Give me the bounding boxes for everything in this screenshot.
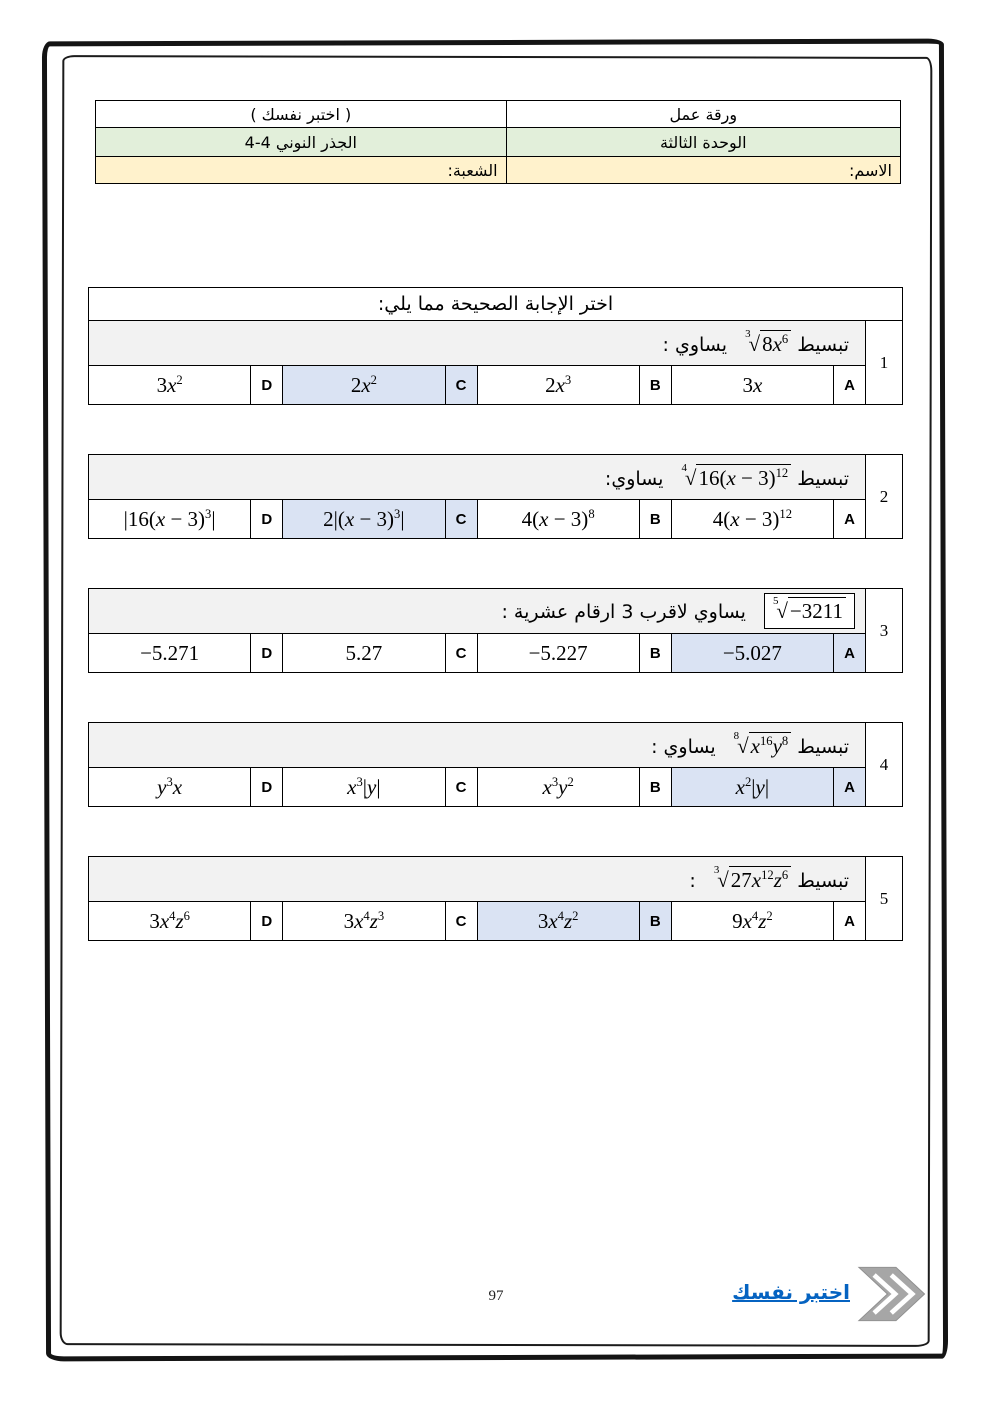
header-test-yourself-title: ( اختبر نفسك ) — [96, 101, 507, 128]
question-number: 2 — [866, 455, 903, 539]
question-number: 1 — [866, 321, 903, 405]
question-number: 5 — [866, 857, 903, 941]
choice-answer-a: $x^2|y|$ — [671, 768, 833, 807]
choice-letter-d: D — [251, 902, 283, 941]
choice-letter-d: D — [251, 366, 283, 405]
question-expression: $^5$√−3211 — [764, 593, 855, 629]
question-row — [89, 723, 903, 768]
name-field-label: الاسم: — [506, 157, 900, 184]
choice-answer-c: $2|(x - 3)^3|$ — [283, 500, 445, 539]
question-text — [89, 321, 866, 366]
choice-answer-c: $3x^4z^3$ — [283, 902, 445, 941]
question-row — [89, 455, 903, 500]
question-suffix: يساوي لاقرب 3 ارقام عشرية : — [501, 601, 746, 623]
choice-letter-c: C — [445, 768, 477, 807]
question-text — [89, 723, 866, 768]
mcq-title-row — [89, 288, 903, 321]
choice-answer-c: $x^3|y|$ — [283, 768, 445, 807]
choice-letter-a: A — [834, 902, 866, 941]
forward-arrow-icon — [856, 1258, 936, 1330]
question-suffix: يساوي : — [651, 735, 716, 758]
choice-letter-a: A — [834, 634, 866, 673]
question-suffix: : — [689, 869, 696, 892]
choice-answer-d: $3x^2$ — [89, 366, 251, 405]
test-yourself-link[interactable]: اختبر نفسك — [732, 1280, 850, 1304]
choice-answer-b: $4(x - 3)^8$ — [477, 500, 639, 539]
choice-answer-b: $2x^3$ — [477, 366, 639, 405]
choice-letter-a: A — [834, 500, 866, 539]
choice-letter-c: C — [445, 366, 477, 405]
choice-letter-b: B — [639, 500, 671, 539]
choice-answer-a: −5.027 — [671, 634, 833, 673]
header-lesson: الجذر النوني 4-4 — [96, 128, 507, 157]
choice-letter-a: A — [834, 768, 866, 807]
answers-row — [89, 366, 903, 405]
choice-letter-b: B — [639, 634, 671, 673]
choice-answer-a: $9x^4z^2$ — [671, 902, 833, 941]
question-expression: $^4√16(x - 3)^{12}$ — [681, 464, 791, 491]
question-expression: $^3√8x^6$ — [745, 330, 791, 357]
choice-letter-d: D — [251, 768, 283, 807]
answers-row — [89, 500, 903, 539]
choice-letter-d: D — [251, 634, 283, 673]
header-unit: الوحدة الثالثة — [506, 128, 900, 157]
question-table — [88, 856, 903, 941]
choice-letter-c: C — [445, 634, 477, 673]
choice-letter-b: B — [639, 366, 671, 405]
choice-letter-c: C — [445, 902, 477, 941]
header-title-row — [96, 101, 901, 128]
question-prefix: تبسيط — [797, 869, 849, 892]
section-field-label: الشعبة: — [96, 157, 507, 184]
question-text — [89, 455, 866, 500]
choice-answer-c: $2x^2$ — [283, 366, 445, 405]
question-text — [89, 589, 866, 634]
question-table — [88, 454, 903, 539]
question-table — [88, 287, 903, 405]
question-prefix: تبسيط — [797, 333, 849, 356]
question-suffix: يساوي: — [604, 467, 664, 490]
choice-answer-c: 5.27 — [283, 634, 445, 673]
choice-answer-d: $|16(x - 3)^3|$ — [89, 500, 251, 539]
question-row — [89, 321, 903, 366]
question-expression: $^3√27x^{12}z^6$ — [714, 866, 791, 893]
question-table — [88, 722, 903, 807]
choice-answer-a: $4(x - 3)^{12}$ — [671, 500, 833, 539]
question-number: 4 — [866, 723, 903, 807]
choice-answer-d: $3x^4z^6$ — [89, 902, 251, 941]
choice-letter-d: D — [251, 500, 283, 539]
answers-row — [89, 634, 903, 673]
choice-answer-b: $x^3y^2$ — [477, 768, 639, 807]
question-prefix: تبسيط — [797, 467, 849, 490]
header-unit-row — [96, 128, 901, 157]
choice-letter-b: B — [639, 902, 671, 941]
choice-answer-d: −5.271 — [89, 634, 251, 673]
header-table — [95, 100, 901, 184]
question-table — [88, 588, 903, 673]
choice-letter-b: B — [639, 768, 671, 807]
question-expression: $^8√x^{16}y^8$ — [734, 732, 792, 759]
question-text — [89, 857, 866, 902]
question-prefix: تبسيط — [797, 735, 849, 758]
answers-row — [89, 902, 903, 941]
question-row — [89, 857, 903, 902]
mcq-instruction: اختر الإجابة الصحيحة مما يلي: — [89, 288, 903, 321]
page-number: 97 — [488, 1288, 504, 1304]
question-number: 3 — [866, 589, 903, 673]
header-name-row — [96, 157, 901, 184]
question-row — [89, 589, 903, 634]
choice-letter-c: C — [445, 500, 477, 539]
choice-answer-d: $y^3x$ — [89, 768, 251, 807]
header-worksheet-title: ورقة عمل — [506, 101, 900, 128]
question-suffix: يساوي : — [662, 333, 728, 356]
choice-answer-b: $3x^4z^2$ — [477, 902, 639, 941]
choice-answer-a: 3x — [671, 366, 833, 405]
answers-row — [89, 768, 903, 807]
choice-answer-b: −5.227 — [477, 634, 639, 673]
choice-letter-a: A — [834, 366, 866, 405]
questions-container — [88, 287, 903, 990]
